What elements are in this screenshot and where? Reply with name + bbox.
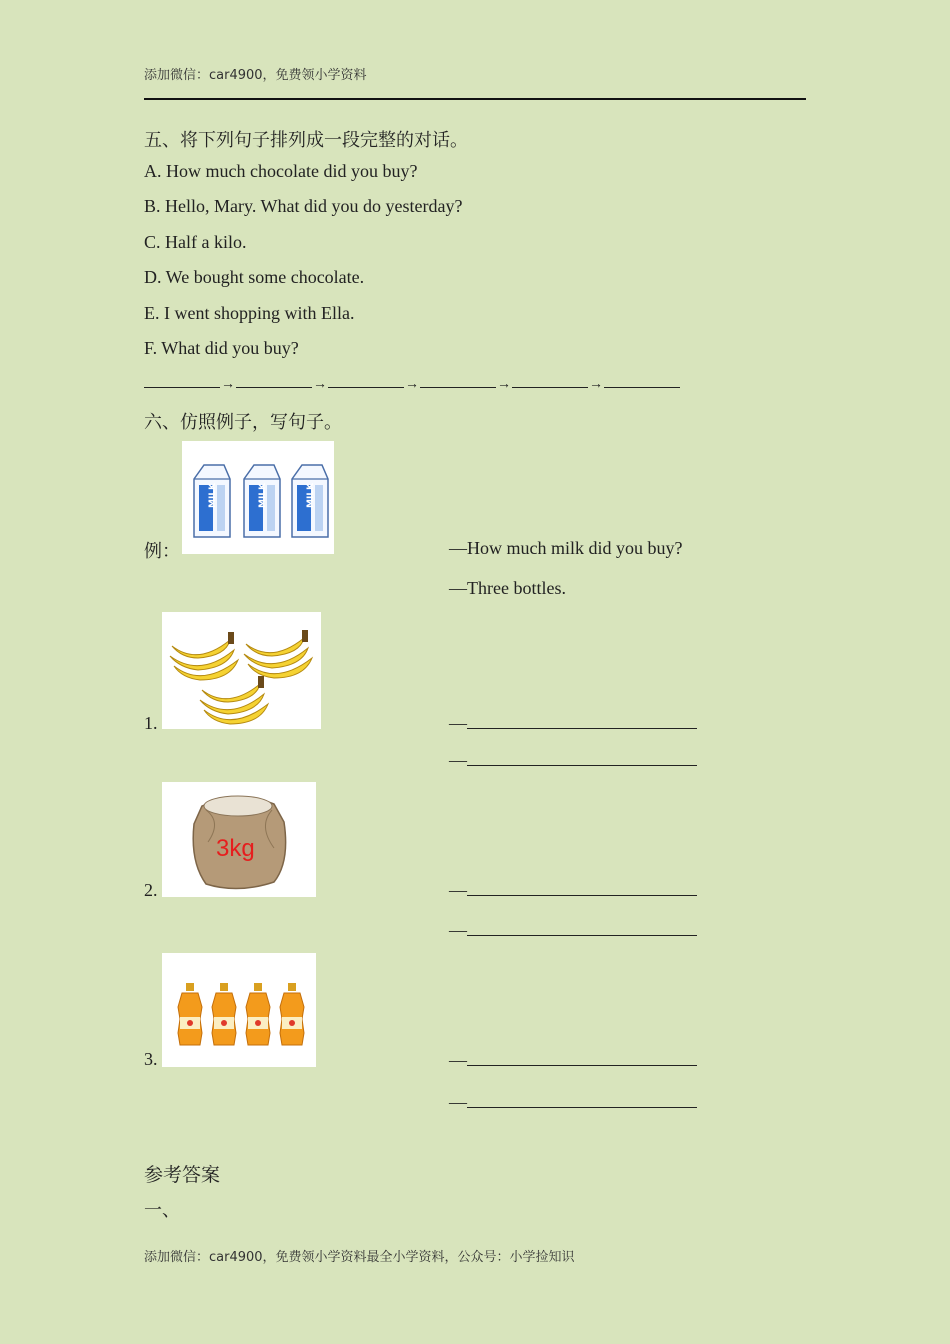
- order-blank-2[interactable]: [236, 373, 312, 388]
- sentence-f: F. What did you buy?: [144, 338, 299, 358]
- item-2-label: 2.: [144, 880, 158, 900]
- dash: —: [449, 750, 467, 770]
- section5-title: 五、将下列句子排列成一段完整的对话。: [144, 130, 468, 150]
- item-1-label: 1.: [144, 713, 158, 733]
- item-1-answer-blank[interactable]: [467, 751, 697, 766]
- dash: —: [449, 920, 467, 940]
- order-blank-6[interactable]: [604, 373, 680, 388]
- example-answer: —Three bottles.: [449, 578, 566, 598]
- item-2-answer-blank[interactable]: [467, 921, 697, 936]
- example-label: 例：: [144, 541, 180, 561]
- sentence-d: D. We bought some chocolate.: [144, 267, 365, 287]
- item-2-question-line: [449, 880, 697, 901]
- item-1-question-line: [449, 713, 697, 734]
- milk-label-1: MILK: [208, 482, 218, 508]
- footer-text: 添加微信：car4900，免费领小学资料最全小学资料，公众号：小学捡知识: [144, 1250, 575, 1265]
- arrow-icon: →: [405, 377, 419, 392]
- answers-title: 参考答案: [144, 1165, 221, 1186]
- item-1-answer-line: [449, 750, 697, 771]
- sentence-a: A. How much chocolate did you buy?: [144, 161, 418, 181]
- arrow-icon: →: [313, 377, 327, 392]
- header-rule: [144, 98, 806, 100]
- juice-bottles-image: [162, 953, 316, 1067]
- item-3-answer-line: [449, 1092, 697, 1113]
- bananas-image: [162, 612, 321, 729]
- item-1-question-blank[interactable]: [467, 714, 697, 729]
- arrow-icon: →: [497, 377, 511, 392]
- order-blank-3[interactable]: [328, 373, 404, 388]
- example-question: —How much milk did you buy?: [449, 538, 683, 558]
- header-text: 添加微信：car4900，免费领小学资料: [144, 68, 367, 83]
- item-2-question-blank[interactable]: [467, 881, 697, 896]
- dash: —: [449, 713, 467, 733]
- order-blank-4[interactable]: [420, 373, 496, 388]
- answers-first: 一、: [144, 1200, 180, 1220]
- order-blank-1[interactable]: [144, 373, 220, 388]
- dash: —: [449, 1050, 467, 1070]
- dash: —: [449, 1092, 467, 1112]
- item-3-question-blank[interactable]: [467, 1051, 697, 1066]
- order-answer-row: [144, 372, 680, 393]
- order-blank-5[interactable]: [512, 373, 588, 388]
- rice-weight-label: 3kg: [216, 835, 255, 862]
- arrow-icon: →: [221, 377, 235, 392]
- arrow-icon: →: [589, 377, 603, 392]
- milk-label-3: MILK: [306, 482, 316, 508]
- rice-sack-image: [162, 782, 316, 897]
- sentence-e: E. I went shopping with Ella.: [144, 303, 355, 323]
- section6-title: 六、仿照例子，写句子。: [144, 412, 342, 432]
- item-3-label: 3.: [144, 1049, 158, 1069]
- item-3-question-line: [449, 1050, 697, 1071]
- sentence-b: B. Hello, Mary. What did you do yesterday?: [144, 196, 463, 216]
- milk-label-2: MILK: [258, 482, 268, 508]
- dash: —: [449, 880, 467, 900]
- item-2-answer-line: [449, 920, 697, 941]
- sentence-c: C. Half a kilo.: [144, 232, 247, 252]
- item-3-answer-blank[interactable]: [467, 1093, 697, 1108]
- milk-cartons-image: [182, 441, 334, 554]
